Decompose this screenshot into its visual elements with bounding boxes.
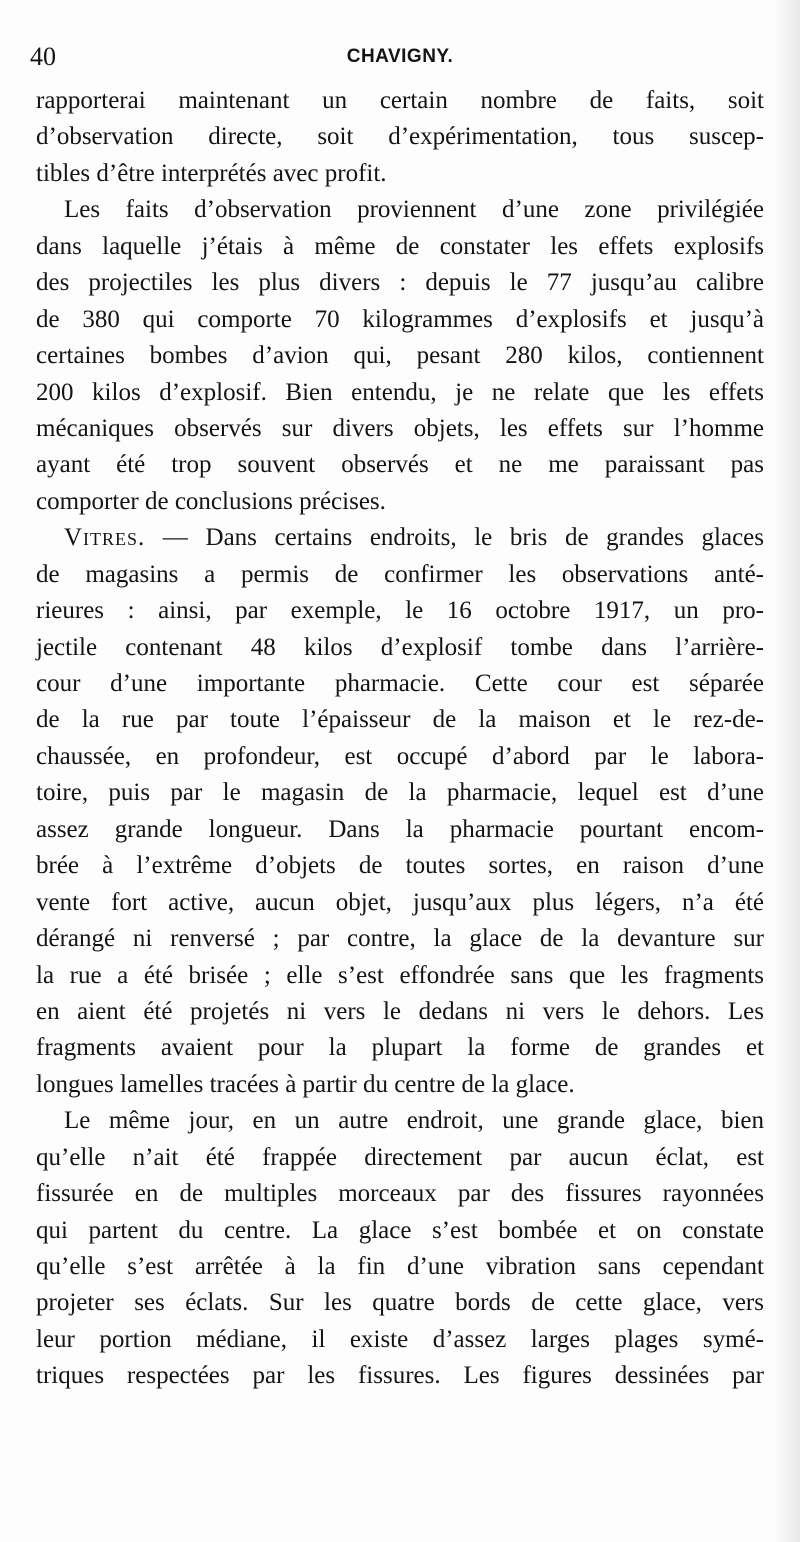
text-line: certaines bombes d’avion qui, pesant 280 kilos, contiennent bbox=[36, 342, 764, 370]
body-text bbox=[36, 83, 764, 1395]
paragraph-first-line: Le même jour, en un autre endroit, une grande glace, bien bbox=[64, 1107, 764, 1135]
text-line: brée à l’extrême d’objets de toutes sortes, en raison d’une bbox=[36, 852, 764, 880]
text-line: rieures : ainsi, par exemple, le 16 octobre 1917, un pro- bbox=[36, 597, 764, 625]
text-line: vente fort active, aucun objet, jusqu’aux plus légers, n’a été bbox=[36, 888, 764, 916]
text-line: comporter de conclusions précises. bbox=[36, 487, 386, 515]
text-line: qu’elle n’ait été frappée directement par aucun éclat, est bbox=[36, 1143, 764, 1171]
paragraph-first-line bbox=[36, 520, 764, 556]
text-line: des projectiles les plus divers : depuis le 77 jusqu’au calibre bbox=[36, 269, 764, 297]
text-line: 200 kilos d’explosif. Bien entendu, je ne relate que les effets bbox=[36, 378, 764, 406]
text-line: dérangé ni renversé ; par contre, la glace de la devanture sur bbox=[36, 925, 764, 953]
text-line: de 380 qui comporte 70 kilogrammes d’explosifs et jusqu’à bbox=[36, 305, 764, 333]
text-line: ayant été trop souvent observés et ne me paraissant pas bbox=[36, 451, 764, 479]
section-heading: Vitres. bbox=[64, 524, 146, 552]
text-line: assez grande longueur. Dans la pharmacie pourtant encom- bbox=[36, 815, 764, 843]
text-line: qui partent du centre. La glace s’est bombée et on constate bbox=[36, 1216, 764, 1244]
text-line: cour d’une importante pharmacie. Cette cour est séparée bbox=[36, 670, 764, 697]
text-line: dans laquelle j’étais à même de constater les effets explosifs bbox=[36, 232, 764, 260]
text-line: de la rue par toute l’épaisseur de la maison et le rez-de- bbox=[36, 706, 764, 734]
paragraph-first-line: Les faits d’observation proviennent d’une zone privilégiée bbox=[64, 196, 764, 224]
text-line: la rue a été brisée ; elle s’est effondrée sans que les fragments bbox=[36, 961, 764, 989]
text-line: jectile contenant 48 kilos d’explosif tombe dans l’arrière- bbox=[36, 633, 764, 661]
text-line: de magasins a permis de confirmer les observations anté- bbox=[36, 560, 764, 588]
text-line: d’observation directe, soit d’expérimentation, tous suscep- bbox=[36, 123, 764, 151]
text-line: fissurée en de multiples morceaux par des fissures rayonnées bbox=[36, 1180, 764, 1208]
text-line: chaussée, en profondeur, est occupé d’abord par le labora- bbox=[36, 742, 764, 770]
page-number: 40 bbox=[30, 42, 56, 71]
section-heading-continuation: — Dans certains endroits, le bris de grandes glaces bbox=[145, 524, 764, 552]
running-title: CHAVIGNY. bbox=[346, 46, 454, 67]
text-line: mécaniques observés sur divers objets, les effets sur l’homme bbox=[36, 414, 764, 442]
text-line: leur portion médiane, il existe d’assez larges plages symé- bbox=[36, 1325, 764, 1353]
text-line: longues lamelles tracées à partir du centre de la glace. bbox=[36, 1070, 575, 1098]
text-line: tibles d’être interprétés avec profit. bbox=[36, 159, 387, 187]
text-line: toire, puis par le magasin de la pharmacie, lequel est d’une bbox=[36, 779, 764, 807]
text-line: qu’elle s’est arrêtée à la fin d’une vibration sans cependant bbox=[36, 1253, 764, 1280]
text-line: triques respectées par les fissures. Les figures dessinées par bbox=[36, 1362, 764, 1390]
page-header bbox=[30, 40, 770, 74]
text-line: rapporterai maintenant un certain nombre de faits, soit bbox=[36, 87, 764, 114]
text-line: en aient été projetés ni vers le dedans ni vers le dehors. Les bbox=[36, 997, 764, 1025]
page-edge-shadow bbox=[774, 0, 800, 1542]
text-line: fragments avaient pour la plupart la forme de grandes et bbox=[36, 1034, 764, 1062]
text-line: projeter ses éclats. Sur les quatre bords de cette glace, vers bbox=[36, 1289, 764, 1317]
